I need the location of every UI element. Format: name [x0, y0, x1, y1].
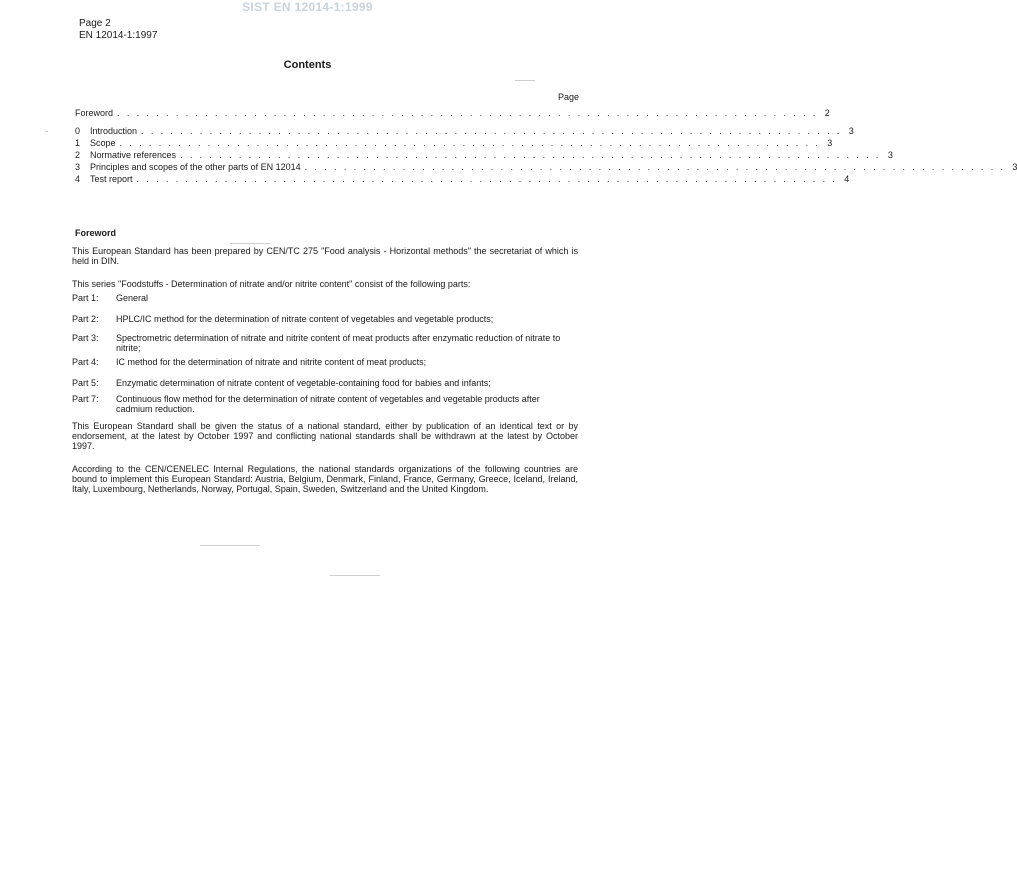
toc-entry-scope[interactable] [75, 138, 833, 148]
page-column-label: Page [557, 92, 579, 102]
part-item-3 [72, 333, 578, 353]
toc-page: 3 [887, 150, 893, 160]
part-label: Part 2: [72, 314, 99, 324]
toc-leader: . . . . . . . . . . . . . . . . . . . . . . . . . . . . . . . . . . . . . . . . . . . . . . . . . . . . . . . . . . . . . . . . . . . . . . . . [180, 150, 881, 160]
part-text: Enzymatic determination of nitrate content of vegetable-containing food for babies and infants; [116, 378, 491, 388]
part-item-2 [72, 314, 578, 324]
toc-leader: . . . . . . . . . . . . . . . . . . . . . . . . . . . . . . . . . . . . . . . . . . . . . . . . . . . . . . . . . . . . . . . . . . . . . . . . [119, 138, 821, 148]
page-number: Page 2 [79, 18, 111, 29]
toc-leader: . . . . . . . . . . . . . . . . . . . . . . . . . . . . . . . . . . . . . . . . . . . . . . . . . . . . . . . . . . . . . . . . . . . . . . . . [141, 126, 842, 136]
part-label: Part 1: [72, 293, 99, 303]
toc-number: 3 [75, 162, 81, 172]
toc-page: 4 [844, 174, 850, 184]
toc-page: 3 [848, 126, 854, 136]
part-label: Part 7: [72, 394, 99, 404]
part-text: IC method for the determination of nitrate and nitrite content of meat products; [116, 357, 427, 367]
scan-speck [330, 575, 380, 576]
toc-label: Introduction [90, 126, 138, 136]
toc-page: 3 [827, 138, 833, 148]
toc-label: Principles and scopes of the other parts of EN 12014 [90, 162, 301, 172]
toc-leader: . . . . . . . . . . . . . . . . . . . . . . . . . . . . . . . . . . . . . . . . . . . . . . . . . . . . . . . . . . . . . . . . . . . . . . . . [136, 174, 838, 184]
page-header [79, 18, 157, 42]
part-text: Continuous flow method for the determination of nitrate content of vegetables and vegetable products after cadmium reduction. [116, 394, 540, 414]
part-label: Part 3: [72, 333, 99, 343]
toc-label: Foreword [75, 108, 114, 118]
watermark: SIST EN 12014-1:1999 [242, 0, 373, 14]
toc-label: Normative references [90, 150, 177, 160]
part-item-5 [72, 378, 578, 388]
toc-entry-normative-references[interactable] [75, 150, 893, 160]
foreword-paragraph-2: This series "Foodstuffs - Determination of nitrate and/or nitrite content" consist of the following parts: [72, 279, 471, 289]
toc-page: 3 [1012, 162, 1017, 172]
toc-entry-introduction[interactable] [75, 126, 854, 136]
scan-speck [230, 243, 270, 244]
toc-label: Scope [90, 138, 116, 148]
contents-title: Contents [283, 59, 332, 71]
part-text: Spectrometric determination of nitrate and nitrite content of meat products after enzymatic reduction of nitrate to nitrite; [116, 333, 561, 353]
document-id: EN 12014-1:1997 [79, 30, 158, 41]
scan-speck [200, 545, 260, 546]
part-text: General [116, 293, 149, 303]
toc-number: 0 [75, 126, 81, 136]
toc-label: Test report [90, 174, 133, 184]
scan-speck [45, 131, 48, 132]
toc-leader: . . . . . . . . . . . . . . . . . . . . . . . . . . . . . . . . . . . . . . . . . . . . . . . . . . . . . . . . . . . . . . . . . . . . . . . . [117, 108, 818, 118]
part-label: Part 5: [72, 378, 99, 388]
toc-entry-principles[interactable] [75, 162, 1017, 172]
foreword-paragraph-3: This European Standard shall be given the status of a national standard, either by publication of an identical text or by endorsement, at the latest by October 1997 and conflicting national standards shall be withdrawn at the latest by October 1997. [72, 421, 578, 451]
part-text: HPLC/IC method for the determination of nitrate content of vegetables and vegetable products; [116, 314, 494, 324]
part-label: Part 4: [72, 357, 99, 367]
foreword-paragraph-1: This European Standard has been prepared by CEN/TC 275 "Food analysis - Horizontal methods" the secretariat of which is held in DIN. [72, 246, 578, 266]
toc-entry-foreword[interactable] [75, 108, 830, 118]
toc-number: 1 [75, 138, 81, 148]
toc-number: 4 [75, 174, 81, 184]
foreword-paragraph-4: According to the CEN/CENELEC Internal Regulations, the national standards organizations of the following countries are bound to implement this European Standard: Austria, Belgium, Denmark, Finland, France, Germany, Greece, Iceland, Ireland, Italy, Luxembourg, Netherlands, Norway, Portugal, Spain, Sweden, Switzerland and the United Kingdom. [72, 464, 578, 494]
scan-speck [515, 80, 535, 81]
toc-entry-test-report[interactable] [75, 174, 850, 184]
toc-page: 2 [824, 108, 830, 118]
toc-number: 2 [75, 150, 81, 160]
part-item-4 [72, 357, 578, 367]
foreword-heading: Foreword [75, 228, 117, 238]
toc-leader: . . . . . . . . . . . . . . . . . . . . . . . . . . . . . . . . . . . . . . . . . . . . . . . . . . . . . . . . . . . . . . . . . . . . . . . . [304, 162, 1006, 172]
part-item-1 [72, 293, 578, 303]
part-item-7 [72, 394, 578, 414]
